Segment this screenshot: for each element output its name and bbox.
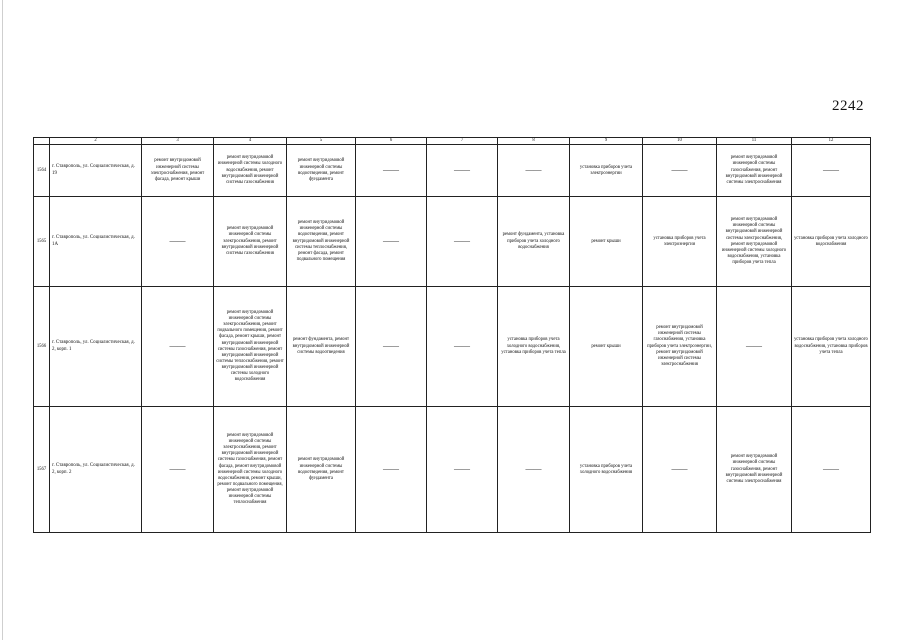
cell-col4: ремонт внутридомовой инженерной системы электроснабжения, ремонт внутридомовой инженерной системы газоснабжения, ремонт фасада, ремонт внутридомовой инженерной системы холодного водоснабжения, ремонт крыши, ремонт подвального помещения, ремонт внутридомовой инженерной системы теплоснабжения — [214, 407, 287, 533]
cell-col9: установка приборов учета холодного водоснабжения — [570, 407, 643, 533]
cell-col11: ремонт внутридомовой инженерной системы газоснабжения, ремонт внутридомовой инженерной системы электроснабжения — [717, 145, 792, 197]
col-header-11: 11 — [717, 138, 792, 145]
cell-col12: —— — [792, 145, 871, 197]
cell-col3: —— — [142, 197, 214, 287]
col-header-5: 5 — [287, 138, 356, 145]
address-cell: г. Ставрополь, ул. Социалистическая, д. 2, корп. 2 — [50, 407, 142, 533]
cell-col6: —— — [356, 197, 427, 287]
cell-col3: ремонт внутридомовой инженерной системы электроснабжения, ремонт фасада, ремонт крыши — [142, 145, 214, 197]
cell-col10: установка приборов учета электроэнергии — [643, 197, 717, 287]
row-number: 1564 — [34, 145, 50, 197]
row-number: 1565 — [34, 197, 50, 287]
cell-col11: ремонт внутридомовой инженерной системы газоснабжения, ремонт внутридомовой инженерной системы электроснабжения — [717, 407, 792, 533]
cell-col8: —— — [498, 145, 570, 197]
cell-col7: —— — [427, 287, 498, 407]
cell-col11: ремонт внутридомовой инженерной системы внутридомовой инженерной системы электроснабжения, ремонт внутридомовой инженерной системы холодного водоснабжения, установка приборов учета тепла — [717, 197, 792, 287]
col-header-10: 10 — [643, 138, 717, 145]
row-number: 1566 — [34, 287, 50, 407]
cell-col10: —— — [643, 407, 717, 533]
cell-col7: —— — [427, 197, 498, 287]
cell-col8: —— — [498, 407, 570, 533]
table-row — [34, 145, 871, 197]
cell-col3: —— — [142, 407, 214, 533]
address-cell: г. Ставрополь, ул. Социалистическая, д. 2, корп. 1 — [50, 287, 142, 407]
cell-col4: ремонт внутридомовой инженерной системы электроснабжения, ремонт внутридомовой инженерной системы газоснабжения — [214, 197, 287, 287]
page-number: 2242 — [832, 98, 864, 114]
cell-col5: ремонт внутридомовой инженерной системы водоотведения, ремонт фундамента — [287, 145, 356, 197]
cell-col4: ремонт внутридомовой инженерной системы электроснабжения, ремонт подвального помещения, ремонт фасада, ремонт крыши, ремонт внутридомовой инженерной системы газоснабжения, ремонт внутридомовой инженерной системы теплоснабжения, ремонт внутридомовой инженерной системы холодного водоснабжения — [214, 287, 287, 407]
cell-col7: —— — [427, 407, 498, 533]
col-header-8: 8 — [498, 138, 570, 145]
table-row — [34, 287, 871, 407]
col-header-4: 4 — [214, 138, 287, 145]
cell-col9: ремонт крыши — [570, 197, 643, 287]
col-header-12: 12 — [792, 138, 871, 145]
cell-col6: —— — [356, 145, 427, 197]
cell-col5: ремонт фундамента, ремонт внутридомовой инженерной системы водоотведения — [287, 287, 356, 407]
address-cell: г. Ставрополь, ул. Социалистическая, д. 1А — [50, 197, 142, 287]
cell-col7: —— — [427, 145, 498, 197]
capital-repair-table — [33, 137, 871, 533]
header-row — [34, 138, 871, 145]
cell-col6: —— — [356, 287, 427, 407]
col-header-7: 7 — [427, 138, 498, 145]
cell-col3: —— — [142, 287, 214, 407]
cell-col11: —— — [717, 287, 792, 407]
cell-col10: —— — [643, 145, 717, 197]
cell-col9: установка приборов учета электроэнергии — [570, 145, 643, 197]
col-header-6: 6 — [356, 138, 427, 145]
cell-col8: ремонт фундамента, установка приборов учета холодного водоснабжения — [498, 197, 570, 287]
col-header-1 — [34, 138, 50, 145]
cell-col12: установка приборов учета холодного водоснабжения, установка приборов учета тепла — [792, 287, 871, 407]
col-header-9: 9 — [570, 138, 643, 145]
cell-col9: ремонт крыши — [570, 287, 643, 407]
cell-col12: —— — [792, 407, 871, 533]
table-row — [34, 197, 871, 287]
scan-edge — [2, 0, 3, 640]
cell-col6: —— — [356, 407, 427, 533]
cell-col5: ремонт внутридомовой инженерной системы водоотведения, ремонт фундамента — [287, 407, 356, 533]
address-cell: г. Ставрополь, ул. Социалистическая, д. 19 — [50, 145, 142, 197]
cell-col12: установка приборов учета холодного водоснабжения — [792, 197, 871, 287]
cell-col8: установка приборов учета холодного водоснабжения, установка приборов учета тепла — [498, 287, 570, 407]
col-header-3: 3 — [142, 138, 214, 145]
row-number: 1567 — [34, 407, 50, 533]
cell-col4: ремонт внутридомовой инженерной системы холодного водоснабжения, ремонт внутридомовой инженерной системы газоснабжения — [214, 145, 287, 197]
table-row — [34, 407, 871, 533]
col-header-2: 2 — [50, 138, 142, 145]
cell-col10: ремонт внутридомовой инженерной системы газоснабжения, установка приборов учета электроэнергии, ремонт внутридомовой инженерной системы электроснабжения — [643, 287, 717, 407]
cell-col5: ремонт внутридомовой инженерной системы водоотведения, ремонт внутридомовой инженерной системы теплоснабжения, ремонт фасада, ремонт подвального помещения — [287, 197, 356, 287]
